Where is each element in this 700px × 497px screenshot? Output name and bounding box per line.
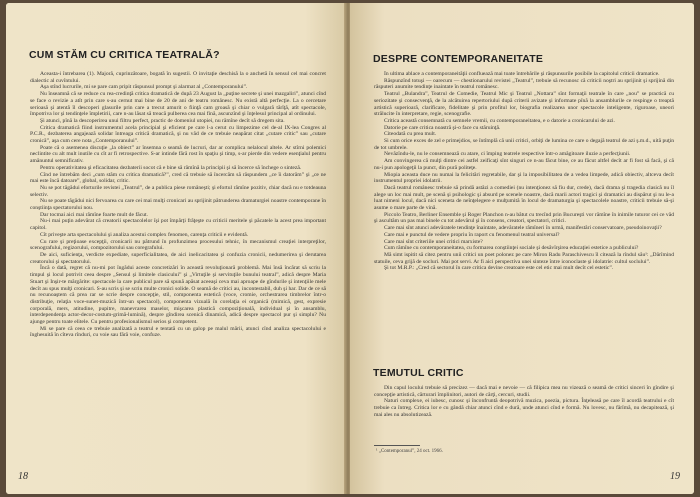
right-section-1-body-text	[374, 71, 674, 350]
article-heading: CUM STĂM CU CRITICA TEATRALĂ?	[29, 49, 220, 61]
paragraph: Nu-i mai puţin adevărat că creatorii spectacolelor îşi pot împărţi frăţeşte cu criticii meritele şi păcatele la acest prea important capitol.	[30, 218, 326, 232]
paragraph: Critica dramatică fiind instrumentul acela principial şi eficient pe care l-a cerut cu limpezime cel de-al IX-lea Congres al P.C.R., dezbaterea angajează solidar întreaga critică dramatică, şi nu văd de ce trebuie neapărat citat „cutare critic” sau „cutare cronică”, aşa cum cere nota „Contemporanului”.	[30, 124, 326, 145]
paragraph: Teatrul „Bulandra”, Teatrul de Comedie, Teatrul Mic şi Teatrul „Nottara” sînt formaţii teatrale în care „nou” se practică cu seriozitate şi consecvenţă, de la alcătuirea repertoriului după criterii avizate şi informate pînă la ansamblurile ce respinge o treaptă artistică superioară, clarificare, fidelitate şi prin profitul lor, biografia realizarea unor spectacole inteligente, riguroase, uneori strălucite în interpretare, regie, scenografie.	[374, 91, 674, 118]
right-section-2-body-text	[374, 385, 674, 439]
paragraph: În ultima ablace a contemporaneităţii confluează mai toate întrebările şi răspunsurile posibile la capitolul criticii dramatice.	[384, 71, 660, 77]
paragraph: Am convingerea că mulţi dintre cei astfel zeificaţi sînt singuri ce n-au făcut bine, ce au făcut altfel decît ar fi fost să facă, şi că nu-i pun apologeţii la punct, din pură politeţe.	[374, 158, 674, 171]
paragraph: Naturi complexe, ei iubesc, cunosc şi înconfruntă deopotrivă muzica, poezia, pictura. Înţeleasă pe care îl acordă teatrului e cît trebuie ca întreg. Critica lor e cu gândă chiar atunci cînd e dură, unde atunci cînd e formă. Nu lovesc, nu fărîmă, nu decapitează, şi mai ales nu absolutizează.	[374, 398, 674, 418]
paragraph: Încă o dată, regret că nu-mi pot îngădui aceste concretizări în această revoluţionară problemă. Mai însă încărat să scriu la timpul şi locul potrivit ceea despre „Sensul şi limitele clasicului” şi „Virtuţile şi servituţile bunului teatral”, adică despre Maria Stuart şi Inşir-te mărgărite: spectacole la care publicul pare să spună apăsat aceeaşi ceva mai aproape de gîndurile şi intenţiile mele decît au spus mulţi cronicari. S-au scris şi se scriu multe cronici solide. O seamă de critici au, incontestabil, duh şi har. Dar de ce să nu recunoaştem că prea rar se scrie despre concepţie, stil, componenta estetică (voce, cromie, orchestrarea timbrelor într-o distribuţie, relaţia voce-sunet-muzică într-un spectacol), componenta vizuală în corelaţia ei organică (mimică, gest, expresie corporală, mers, atitudine, pupitre, manevrarea maselor, mişcarea plastică compoziţională, individual şi în ansamblu, interdependenţa actor-decor-costum-grimă-lumină), despre gîndirea scenică dinamică, adică despre spectacol pur şi simplu? Nu ajunge pentru toate elitele. Cu pentru profesionalismul serios şi competent.	[30, 265, 326, 326]
page-number-left: 18	[18, 471, 28, 482]
paragraph: Aşa stînd lucrurile, mi se pare cam pripit răspunsul prompt şi alarmat al „Contemporanului”.	[40, 84, 248, 91]
paragraph: Din capul locului trebuie să precizez — dacă mai e nevoie — că filipica mea nu vizează o seamă de critici sinceri în gîndire şi concepţie artistică, cărturari împlinitori, autori de cărţi, cercuri, studii.	[374, 385, 674, 398]
section-heading-contemporaneitate: DESPRE CONTEMPORANEITATE	[373, 53, 544, 65]
paragraph: Care mai e punctul de vedere propriu în raport cu fenomenul teatral universal?	[384, 231, 560, 238]
paragraph: Si cum orice exces de zel e primejdios, se întîmplă că unii critici, orbiţi de lumina ce care o degajă teatrul de azi ş.m.d., uită puţin de tot umbrele.	[374, 138, 674, 151]
paragraph: Pentru operativitatea şi eficacitatea dezbaterii socot că e bine să rămînă la principii şi să încerce să închege o sinteză.	[40, 164, 302, 171]
paragraph: Care mai sînt atunci adevăratele tendinţe înaintate, adevăratele rămîneri în urmă, manifestări conservatoare, pseudoinovaţii?	[384, 225, 662, 232]
paragraph: Nu se pot tăgădui eforturile revistei „Teatrul”, de a publica piese româneşti; şi efortul rămîne pozitiv, chiar dacă nu e totdeauna selectiv.	[30, 184, 326, 198]
footnote-rule	[374, 445, 420, 446]
paragraph: Poate că o asemenea discuţie „la obiect” ar însemna o seamă de lucruri, dar ar complica nelalocul altele. Ar stîrni polemici neclintite cu alt mult inutile cu cît ar fi retrospective. S-ar intinde fără rost în spaţiu şi timp, s-ar pierde din vedere esenţialul pentru amănuntul semnificativ.	[30, 144, 326, 165]
paragraph: Nevăzîndu-le, nu le consemnează cu atare, ci împing teatrele respective într-o amăgitoare iluzie a perfecţiunii.	[384, 151, 631, 158]
paragraph: Datorie pe care critica noastră şi-o face cu stăruinţă.	[384, 124, 501, 131]
section-heading-temutul-critic: TEMUTUL CRITIC	[373, 367, 464, 379]
paragraph: Nu înseamnă că se reduce cu rea-credinţă critica dramatică de după 23 August la „puţine secrete şi unei mazgaliri”, atunci cînd se face o revizie a atît prin care s-au cernut mai bine de 20 de ani de teatru românesc. Nu există altă perfecţie. La o cercetare serioasă şi atentă îl descoperi glasurile prin care a trecut amurit o fiinţă cam groasă şi chiar o vulgară tărîţă, atît spectacole, împotriva lor şi tendinţele împletirii, care n-au lăsat să treacă pulberea cea mai fină, ascunzînd şi înţelesul principal al ordinului.	[30, 91, 326, 118]
right-page	[350, 3, 694, 494]
paragraph: Piccolo Teatro, Berliner Ensemble şi Roger Planchon n-au bătut cu trecînd prin Bucureşti vor rămîne în inimile tuturor cei ce văd şi ascultăm un pas mai binele cu tot adevărul şi în consens, creatori, spectatori, critici.	[374, 211, 674, 225]
book-spread	[6, 3, 694, 494]
paragraph: Care mai sînt criteriile unei critici marxiste?	[384, 238, 483, 245]
paragraph: Cu rare şi preţioase excepţii, cronicarii nu pătrund în profunzimea procesului tehnic, în mecanismul creaţiei interpreţilor, scenografului, regizorului, compozitorului sau coregrafului.	[30, 238, 326, 252]
paragraph: Răspunzînd totuşi — oarecum — chestionarului revistei „Teatrul”, trebuie să recunosc că criticii noştri au sprijinit şi sprijină din răsputeri anumite tendinţe inaintate în teatrul românesc.	[374, 77, 674, 91]
paragraph: Şi tot M.R.P.: „Cred că sectorul în care critica devine creatoare este cel etic mai mult decît cel estetic”.	[384, 265, 614, 272]
paragraph: Mi se pare că ceea ce trebuie analizată a teatrul e tentată cu un galop pe malul mării, atunci cînd analiza spectacolului e înghesuită în cîteva rînduri, cu voie sau fără voie, confuze.	[30, 325, 326, 339]
paragraph: Dacă teatrul românesc trebuie să prindă astăzi a comediei (nu intenţionez să fiu dur, crede), dacă drama şi tragedia clasică nu îl alege un loc mai mult, pe scenă şi psihologic şi absurd pe scenele noastre, dacă marii actori tragici şi dramatici au dispărut şi nu le-a luat nimeni locul, dacă nici sceneta de neînţelegere e mulţumită în locul de dramaturgia şi spectacolele noastre, criticii trebuie să-şi asume o mare parte de vină.	[374, 184, 674, 212]
paragraph: Cînd ne întrebăm deci „cum stăm cu critica dramatică?”, cred că trebuie să încercăm să răspundem „ce îi datorăm” şi „ce ne mai este încă datoare”, global, solidar, critic.	[30, 171, 326, 185]
paragraph: Şi atunci, pînă la descoperirea unui filtru perfect, practic de domeniul utopiei, nu rămîne decît să dregem sita.	[40, 117, 285, 124]
paragraph: De aici, suficienţa, verdicte expediate, superficialitatea, de aici inelicacitatea şi confuzia cronicii, nedumerirea şi derutarea creatorului şi spectatorului.	[30, 251, 326, 265]
paragraph: Mă simt ispitit să citez pentru unii critici un poet polonez pe care Miron Radu Paraschivescu îl citează la rîndul său¹: „Dărîmind statuile, ceva grijă de socluri. Mai pot servi. Ar fi aici perspectiva unei sinteze între iconoclaste şi idolatrie: cultul soclului”.	[374, 251, 674, 265]
paragraph: Cum rămîne cu contemporaneitatea, cu formarea conştiinţei sociale şi desăvîrşirea educaţiei estetice a publicului?	[384, 245, 639, 252]
paragraph: Nu se poate tăgădui nici fervoarea cu care cei mai mulţi cronicari au sprijinit pătrunderea dramaturgiei noastre contemporane în conştiinţa spectatorului nou.	[30, 198, 326, 212]
paragraph: Aceasta-i întrebarea (1). Majoră, cuprinzătoare, bogată în sugestii. O invitaţie deschisă la o anchetă în sensul cel mai concret dialectic al cuvîntului.	[30, 71, 326, 84]
footnote: ¹ „Contemporanul”, 24 oct. 1966.	[376, 449, 443, 454]
left-page	[6, 3, 346, 494]
page-number-right: 19	[670, 471, 680, 482]
paragraph: Citeodată cu prea mult.	[384, 131, 437, 138]
paragraph: Dar tocmai aici mai rămîne foarte mult de făcut.	[40, 211, 148, 218]
paragraph: Critica această consemnată cu semnele vremii, cu contemporaneitatea, e o datorie a cronicarului de azi.	[384, 117, 615, 124]
left-page-body-text	[30, 71, 326, 467]
paragraph: Miopia aceasta duce nu numai la felicitări regretabile, dar şi la imposibilitatea de a vedea limpede, adică obiectiv, altceva decît instrumentul propriei idolatrii.	[374, 171, 674, 185]
paragraph: Cît priveşte arta spectacolului şi analiza acestui complex fenomen, carenţa criticii e evidentă.	[40, 231, 249, 238]
